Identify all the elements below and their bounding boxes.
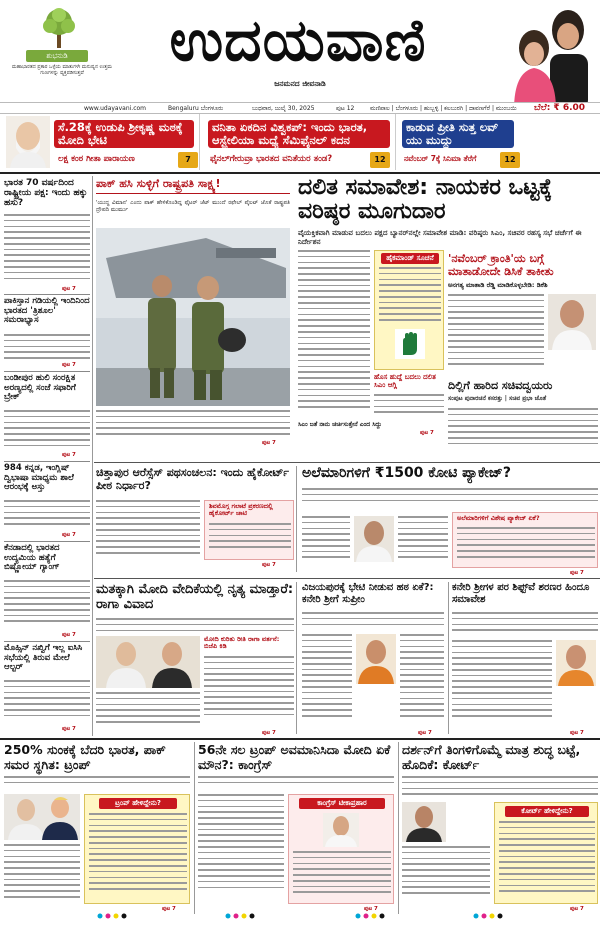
teaser-title: ವನಿತಾ ಏಕದಿನ ವಿಶ್ವಕಪ್: ಇಂದು ಭಾರತ, ಆಸ್ಟ್ರೇಲಿಯಾ ಮಧ್ಯೆ ಸೆಮಿಫೈನಲ್ ಕದನ [208, 120, 390, 148]
continued-page-link[interactable]: ಪುಟ 7 [62, 726, 76, 732]
tree-logo-icon [38, 6, 80, 50]
teaser-band [0, 114, 600, 170]
story-deck [96, 618, 294, 634]
sidebar-headline: ಅಲೆಮಾರಿಗಳಿಗೆ ವಿಶೇಷ ಪ್ಯಾಕೇಜ್ ಏಕೆ? [457, 514, 540, 522]
continued-page-link[interactable]: ಪುಟ 7 [62, 452, 76, 458]
teaser-page-badge: 12 [500, 152, 520, 168]
continued-page-link[interactable]: ಪುಟ 7 [62, 362, 76, 368]
continued-page-link[interactable]: ಪುಟ 7 [570, 570, 584, 576]
box-title: ಕೋರ್ಟ್ ಹೇಳಿದ್ದೇನು? [505, 806, 589, 817]
teaser-title: ಕಾಡುವ ಪ್ರೀತಿ ಸುತ್ತ ಲವ್ ಯು ಮುದ್ದು [402, 120, 514, 148]
delhi-headline: ದಿಲ್ಲಿಗೆ ಹಾರಿದ ಸಚಿವದ್ವಯರು [448, 379, 553, 392]
teaser-subtitle: ನವೆಂಬರ್ 7ಕ್ಕೆ ಸಿನಿಮಾ ತೆರೆಗೆ [404, 154, 477, 163]
dks-headline: 'ನವೆಂಬರ್ ಕ್ರಾಂತಿ'ಯ ಬಗ್ಗೆ ಮಾತಾಡೋದೇ ಡಿಸಿಕೆ ತಾಕೀತು [448, 252, 554, 278]
dks-body [448, 294, 544, 374]
edition-city: Bengaluru ಬೆಂಗಳೂರು [168, 105, 224, 112]
section-divider [0, 738, 600, 740]
top-story-body [96, 410, 290, 438]
brand-badge: ಶುಭನುಡಿ [26, 50, 88, 62]
continued-page-link[interactable]: ಪುಟ 7 [62, 632, 76, 638]
editions-list: ಮಣಿಪಾಲ | ಬೆಂಗಳೂರು | ಹುಬ್ಬಳ್ಳಿ | ಕಲಬುರಗಿ | ದಾವಣಗೆರೆ | ಮುಂಬಯಿ [370, 105, 517, 112]
lead-body-col1 [298, 250, 370, 420]
teaser-title: ಸೆ.28ಕ್ಕೆ ಉಡುಪಿ ಶ್ರೀಕೃಷ್ಣ ಮಠಕ್ಕೆ ಮೋದಿ ಭೇಟಿ [54, 120, 194, 148]
brief-divider [4, 461, 90, 462]
sidebar-body [457, 527, 595, 565]
column-divider [296, 582, 297, 734]
box-bottom-body [374, 394, 444, 420]
teaser-page-badge: 7 [178, 152, 198, 168]
story-deck [452, 612, 598, 636]
page-count: ಪುಟ 12 [336, 105, 355, 112]
story-headline: ಅಲೆಮಾರಿಗಳಿಗೆ ₹1500 ಕೋಟಿ ಪ್ಯಾಕೇಜ್? [302, 465, 511, 481]
section-divider [94, 462, 600, 463]
teaser-page-badge: 12 [370, 152, 390, 168]
lead-foot-note: ಸಿಎಂ ಜತೆ ನಾನು ಚರ್ಚಿಸುತ್ತೇನೆ ಎಂದ ಸಿದ್ದು [298, 421, 382, 428]
brief-headline: ಮೊಹ್ಸಿನ್ ನಖ್ವಿಗೆ ಇಲ್ಲ ಐಸಿಸಿ ಸಭೆಯಲ್ಲಿ ತಿರುವ ಮೇಲೆ ಆಲ್ಟರ್ [4, 643, 83, 673]
story-headline: ಮತಕ್ಕಾಗಿ ಮೋದಿ ವೇದಿಕೆಯಲ್ಲಿ ನೃತ್ಯ ಮಾಡ್ತಾರೆ: ರಾಗಾ ವಿವಾದ [96, 582, 294, 612]
box-body [499, 821, 595, 901]
column-divider [296, 466, 297, 572]
brief-divider [4, 371, 90, 372]
teaser-subtitle: ಫೈನಲ್‌ಗೇರುವ್ರಾ ಭಾರತದ ವನಿತೆಯರ ತಂಡ? [210, 154, 333, 164]
column-divider [92, 176, 93, 736]
brief-body [4, 334, 90, 362]
sidebar-headline: ಶಿವಮೊಗ್ಗ ಗಲಾಟೆ ಪ್ರಕರಣದಲ್ಲಿ ಹೈಕೋರ್ಟ್ ಚಾಟಿ [209, 502, 273, 518]
dks-deck: ಅನಗತ್ಯ ಮಾತಾಡಿ ರೆಡ್ಡಿ ಮಾಡಿಕೊಳ್ಳಬೇಡಿ: ಡಿಕೆಶಿ [448, 281, 548, 289]
masthead [0, 0, 600, 102]
dks-portrait [548, 294, 596, 350]
print-registration-marks [96, 913, 504, 919]
modi-portrait-icon [6, 116, 50, 168]
brief-headline: ಭಾರತ 70 ವರ್ಷದಿಂದ ರಾಷ್ಟ್ರೀಯ ಪಕ್ಷ: ಇಂದು ಹಕ್ಕು ಹಸು? [4, 178, 88, 209]
story-deck [198, 776, 394, 790]
continued-page-link[interactable]: ಪುಟ 7 [262, 562, 276, 568]
story-deck [302, 612, 444, 630]
top-story-intro: 'ಯುದ್ಧ ವಿಮಾನ' ಎಂದು ಪಾಕ್ ಹೇಳಿಕೊಂಡಿದ್ದ ಫೈಟರ್ ಜೆಟ್ ಮುಂದೆ ರಫೇಲ್ ಪೈಲಟ್ ಜೊತೆ ರಾಷ್ಟ್ರಪತಿ ದ್ರೌಪದಿ ಮುರ್ಮು [96, 200, 290, 213]
brief-body [4, 214, 90, 284]
brief-body [4, 680, 90, 726]
story-body [198, 794, 284, 906]
brief-headline: 984 ಕನ್ನಡ, ಇಂಗ್ಲಿಷ್ ದ್ವಿಭಾಷಾ ಮಾಧ್ಯಮ ಶಾಲೆ ಆರಂಭಕ್ಕೆ ಅಸ್ತು [4, 463, 74, 493]
continued-page-link[interactable]: ಪುಟ 7 [62, 532, 76, 538]
story-body [96, 500, 200, 560]
box-bottom-headline: ಹೊಸ ಹುದ್ದೆ ಬದಲು ದಲಿತ ಸಿಎಂ ಆಗ್ಲಿ [374, 373, 436, 389]
continued-page-link[interactable]: ಪುಟ 7 [418, 730, 432, 736]
sidebar-headline: ಮೋದಿ ಕುರಿತು ರೀತಿ ರಾಗಾ ವರ್ತನೆ: ಬಿಜೆಪಿ ಕಿಡಿ [204, 635, 280, 651]
brief-divider [4, 641, 90, 642]
story-headline: ಚಿತ್ತಾಪುರ ಆರೆಸ್ಸೆಸ್ ಪಥಸಂಚಲನ: ಇಂದು ಹೈಕೋರ್ಟ್ ಪೀಠ ನಿರ್ಧಾರ? [96, 466, 289, 492]
box-body [89, 813, 187, 901]
story-deck [4, 776, 190, 790]
high-command-box [374, 250, 444, 370]
story-deck [402, 776, 598, 798]
continued-page-link[interactable]: ಪುಟ 7 [570, 906, 584, 912]
kaneri-swamiji-portrait [356, 634, 396, 684]
fighter-jet-photo [96, 228, 290, 406]
story-body [452, 640, 552, 730]
sidebar-body [209, 523, 291, 557]
story-headline: 56ನೇ ಸಲ ಟ್ರಂಪ್ ಅವಮಾನಿಸಿದಾ ಮೋದಿ ಏಕೆ ಮೌನ?: ಕಾಂಗ್ರೆಸ್ [198, 742, 391, 772]
teaser-subtitle: ಲಕ್ಷ ಕಂಠ ಗೀತಾ ಪಾರಾಯಣ [58, 154, 135, 164]
story-body [302, 634, 352, 730]
box-body [379, 267, 441, 327]
issue-price: ಬೆಲೆ: ₹ 6.00 [534, 103, 586, 113]
issue-date: ಬುಧವಾರ, ಜುಲೈ 30, 2025 [252, 105, 315, 112]
continued-page-link[interactable]: ಪುಟ 7 [262, 440, 276, 446]
story-sidebar-box [204, 500, 294, 560]
cm-portrait [354, 516, 394, 562]
continued-page-link[interactable]: ಪುಟ 7 [364, 906, 378, 912]
story-body [302, 516, 350, 566]
story-headline: ಕನೇರಿ ಶ್ರೀಗಳ ಪರ ಶಿಫ್ಟ್‌ವೆ ಶರಣರ ಹಿಂದೂ ಸಮಾವೇಶ [452, 582, 590, 605]
brief-divider [4, 541, 90, 542]
newspaper-logo: ಉದಯವಾಣಿ [169, 6, 427, 74]
congress-leader-portrait [323, 813, 359, 847]
section-divider [94, 578, 600, 579]
brief-divider [4, 294, 90, 295]
brief-headline: ಬಂಡೀಪುರ ಹುಲಿ ಸಂರಕ್ಷಿತ ಅರಣ್ಯದಲ್ಲಿ ಸಂಜೆ ಸಫಾರಿಗೆ ಬ್ರೇಕ್ [4, 373, 76, 403]
section-divider [0, 172, 600, 174]
lead-deck: ವೈಯಕ್ತಿಕವಾಗಿ ಮಾಡುವ ಬದಲು ಪಕ್ಷದ ಬ್ಯಾನರ್‌ನಲ್ಲೇ ಸಮಾವೇಶ ಮಾಡಿ: ವರಿಷ್ಠರು ಸಿಎಂ, ಸಚಿವರ ರಹಸ್ಯ ಸಭೆ ಚರ್ಚೆಗೆ ಈ ನಿರ್ದೇಶನ [298, 228, 582, 246]
story-body [398, 516, 448, 566]
box-title: ಕಾಂಗ್ರೆಸ್ ಟೀಕಾಪ್ರಹಾರ [299, 798, 385, 809]
brief-body [4, 500, 90, 530]
story-headline: ವಿಜಯಪುರಕ್ಕೆ ಭೇಟಿ ನೀಡುವ ಹಠ ಏಕೆ?: ಕನೇರಿ ಶ್ರೀಗೆ ಸುಪ್ರೀಂ [302, 582, 434, 605]
dateline-bar [0, 102, 600, 114]
film-promo-photo [500, 2, 600, 110]
website-url[interactable]: www.udayavani.com [84, 105, 147, 112]
column-divider [398, 742, 399, 914]
story-body [4, 844, 80, 908]
story-deck [302, 488, 598, 510]
story-headline: 250% ಸುಂಕಕ್ಕೆ ಬೆದರಿ ಭಾರತ, ಪಾಕ್ ಸಮರ ಸ್ಥಗಿತ: ಟ್ರಂಪ್ [4, 742, 166, 772]
continued-page-link[interactable]: ಪುಟ 7 [62, 286, 76, 292]
newspaper-tagline: ಜನಮನದ ಜೀವನಾಡಿ [274, 79, 326, 88]
delhi-body [448, 408, 598, 454]
teaser-modi-udupi[interactable] [0, 114, 200, 170]
teaser-womens-worldcup[interactable] [200, 114, 396, 170]
story-sidebar-box [494, 802, 598, 904]
story-sidebar-box [452, 512, 598, 568]
brief-body [4, 410, 90, 450]
modi-dance-photo [96, 636, 200, 688]
box-body [293, 851, 391, 901]
continued-page-link[interactable]: ಪುಟ 7 [262, 730, 276, 736]
brief-headline: ಕೆನಡಾದಲ್ಲಿ ಭಾರತದ ಉದ್ಯಮಿಯ ಹತ್ಯೆಗೆ ಬಿಷ್ಣೋಯ್ ಗ್ಯಾಂಗ್ [4, 543, 60, 573]
story-body [96, 692, 200, 732]
lead-headline: ದಲಿತ ಸಮಾವೇಶ: ನಾಯಕರ ಒಟ್ಟಕ್ಕೆ ವರಿಷ್ಠರ ಮೂಗುದಾರ [298, 175, 553, 224]
story-body [400, 634, 444, 730]
box-title: ಟ್ರಂಪ್ ಹೇಳಿದ್ದೇನು? [99, 798, 177, 809]
continued-page-link[interactable]: ಪುಟ 7 [162, 906, 176, 912]
column-divider [194, 742, 195, 914]
brief-body [4, 580, 90, 630]
seer-portrait [556, 640, 596, 686]
top-story-headline: ಪಾಕ್ ಹಸಿ ಸುಳ್ಳಿಗೆ ರಾಷ್ಟ್ರಪತಿ ಸಾಕ್ಷ್ಯ! [96, 178, 290, 194]
delhi-deck: ಸಂಪುಟ ಪುನಾರಚನೆ ಕಸರತ್ತು | ಸಚಿವ ಪ್ರಭಾ ಜೊತೆ [448, 395, 547, 402]
teaser-film-release[interactable] [396, 114, 526, 170]
trump-modi-photo [4, 794, 80, 840]
box-title: ಹೈಕಮಾಂಡ್ ಸೂಚನೆ [381, 253, 439, 264]
story-body [402, 846, 490, 906]
continued-page-link[interactable]: ಪುಟ 7 [570, 730, 584, 736]
brand-note: ಮಹಾಭಾರತದ ಪ್ರಕಾರ ಒಳ್ಳೆಯ ಮಾತುಗಳೇ ಮನುಷ್ಯನ ಉತ್ತಮ ಗುಣಗಳನ್ನು ವ್ಯಕ್ತಪಡಿಸುತ್ತವೆ [12, 64, 112, 77]
story-body [204, 656, 294, 728]
story-headline: ದರ್ಶನ್‌ಗೆ ತಿಂಗಳಿಗೊಮ್ಮೆ ಮಾತ್ರ ಶುದ್ಧ ಬಟ್ಟೆ, ಹೊದಿಕೆ: ಕೋರ್ಟ್ [402, 742, 581, 772]
brief-headline: ಪಾಕಿಸ್ತಾನ ಗಡಿಯಲ್ಲಿ ಇಂದಿನಿಂದ ಭಾರತದ 'ತ್ರಿಶೂಲ' ಸಮರಾಭ್ಯಾಸ [4, 296, 90, 326]
darshan-portrait [402, 802, 446, 842]
congress-hand-icon [395, 329, 425, 359]
column-divider [448, 582, 449, 734]
story-sidebar-box [84, 794, 190, 904]
continued-page-link[interactable]: ಪುಟ 7 [420, 430, 434, 436]
story-sidebar-box [288, 794, 394, 904]
